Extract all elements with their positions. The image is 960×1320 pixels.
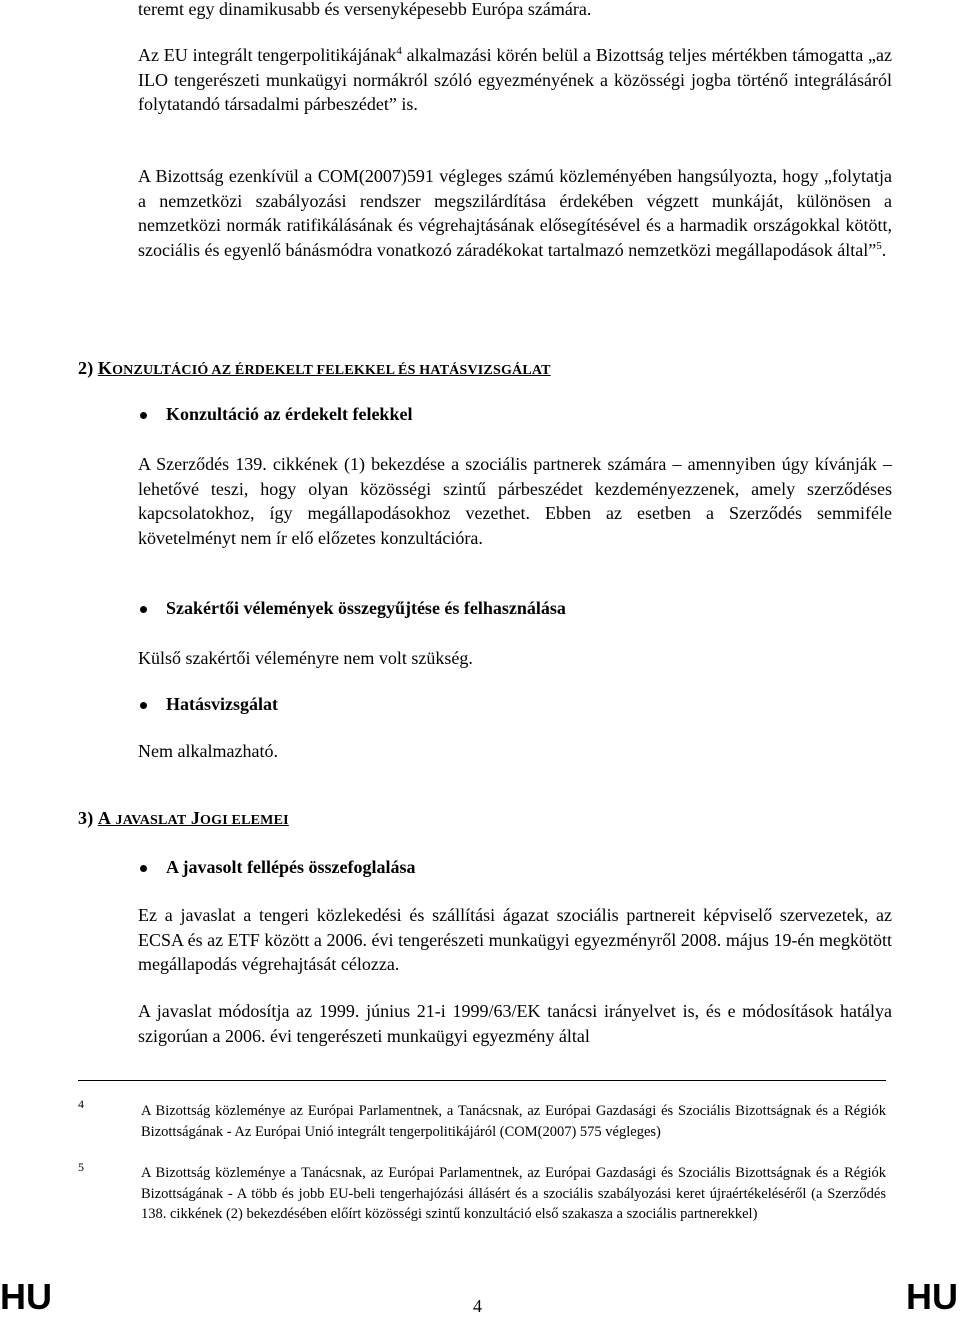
footnote-4: A Bizottság közleménye az Európai Parlamentnek, a Tanácsnak, az Európai Gazdasági és Szociális Bizottságnak és a Régiók Bizottságának - Az Európai Unió integrált tengerpolitikájáról (COM(2007) 575 végleges) bbox=[141, 1103, 886, 1140]
section-heading-legal-elements: 3) A JAVASLAT JOGI ELEMEI bbox=[78, 808, 289, 828]
footnote-separator bbox=[78, 1080, 886, 1081]
paragraph-com-2007-591: A Bizottság ezenkívül a COM(2007)591 végleges számú közleményében hangsúlyozta, hogy „folytatja a nemzetközi szabályozási rendszer megszilárdítása érdekében végzett munkáját, különösen a nemzetközi normák ratifikálásának és végrehajtásának elősegítésével és a harmadik országokkal kötött, szociális és egyenlő bánásmódra vonatkozó záradékokat tartalmazó nemzetközi megállapodások által”$^5$. bbox=[138, 166, 892, 260]
footnote-ref-5[interactable]: 5 bbox=[876, 239, 882, 252]
footnote-number-5: 5 bbox=[78, 1160, 84, 1174]
paragraph-continuation: teremt egy dinamikusabb és versenyképesebb Európa számára. bbox=[138, 0, 592, 19]
bullet-icon bbox=[140, 702, 147, 709]
paragraph-summary: Ez a javaslat a tengeri közlekedési és szállítási ágazat szociális partnereit képviselő szervezetek, az ECSA és az ETF között a 2006. évi tengerészeti munkaügyi egyezményről 2008. május 19-én megkötött megállapodás végrehajtását célozza. bbox=[138, 905, 892, 974]
footnote-5: A Bizottság közleménye a Tanácsnak, az Európai Parlamentnek, az Európai Gazdasági és Szociális Bizottságnak és a Régiók Bizottságának - A több és jobb EU-beli tengerhajózási állásért és a szociális szabályozási keret újraértékeléséről (a Szerződés 138. cikkének (2) bekezdésében előírt közösségi szintű konzultáció első szakasza a szociális partnerekkel) bbox=[141, 1165, 886, 1222]
footnote-number-4: 4 bbox=[78, 1097, 84, 1111]
paragraph-consultation: A Szerződés 139. cikkének (1) bekezdése a szociális partnerek számára – amennyiben úgy kívánják – lehetővé teszi, hogy olyan közösségi szintű párbeszédet kezdeményezzenek, amely szerződéses kapcsolatokhoz, így megállapodásokhoz vezethet. Ebben az esetben a Szerződés semmiféle követelményt nem ír elő előzetes konzultációra. bbox=[138, 454, 892, 548]
bullet-icon bbox=[140, 865, 147, 872]
footer-language-code-right: HU bbox=[906, 1276, 958, 1317]
page-number: 4 bbox=[473, 1296, 482, 1316]
bullet-heading-summary: A javasolt fellépés összefoglalása bbox=[140, 857, 415, 878]
paragraph-expertise: Külső szakértői véleményre nem volt szükség. bbox=[138, 648, 473, 668]
section-heading-consultation: 2) KONZULTÁCIÓ AZ ÉRDEKELT FELEKKEL ÉS HATÁSVIZSGÁLAT bbox=[78, 358, 551, 378]
bullet-icon bbox=[140, 412, 147, 419]
bullet-heading-impact-assessment: Hatásvizsgálat bbox=[140, 694, 278, 715]
bullet-icon bbox=[140, 606, 147, 613]
bullet-heading-expertise: Szakértői vélemények összegyűjtése és felhasználása bbox=[140, 598, 566, 619]
footer-language-code-left: HU bbox=[0, 1276, 52, 1317]
bullet-heading-consultation: Konzultáció az érdekelt felekkel bbox=[140, 404, 412, 425]
footnote-ref-4[interactable]: 4 bbox=[396, 45, 402, 57]
paragraph-amendment: A javaslat módosítja az 1999. június 21-i 1999/63/EK tanácsi irányelvet is, és e módosítások hatálya szigorúan a 2006. évi tengerészeti munkaügyi egyezmény által bbox=[138, 1001, 892, 1046]
paragraph-impact-assessment: Nem alkalmazható. bbox=[138, 741, 278, 761]
paragraph-integrated-maritime-policy: Az EU integrált tengerpolitikájának$^4$ alkalmazási körén belül a Bizottság teljes mértékben támogatta „az ILO tengerészeti munkaügyi normákról szóló egyezményének a közösségi jogba történő integrálásáról folytatandó társadalmi párbeszédet” is. bbox=[138, 45, 892, 114]
